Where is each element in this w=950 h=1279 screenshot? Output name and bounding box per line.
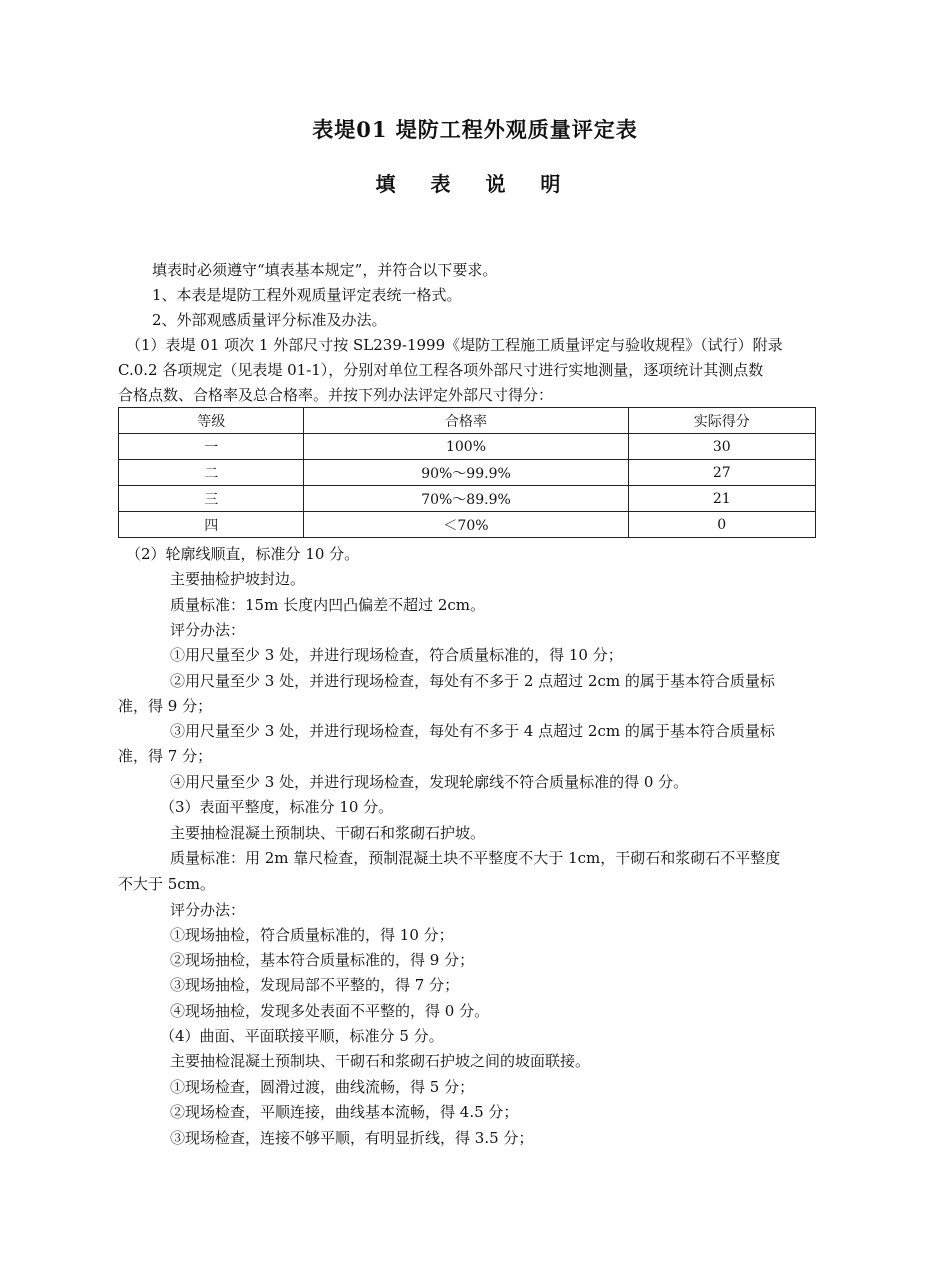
header-grade: 等级 [119, 408, 304, 434]
section-2-method-3-cont: 准，得 7 分； [118, 747, 213, 765]
paragraph-1-line-2: C.0.2 各项规定（见表堤 01-1），分别对单位工程各项外部尺寸进行实地测量，逐项统计其测点数 [118, 361, 764, 379]
section-4-check: 主要抽检混凝土预制块、干砌石和浆砌石护坡之间的坡面联接。 [170, 1052, 591, 1070]
section-3-method-1: ①现场抽检，符合质量标准的，得 10 分； [170, 926, 454, 944]
grade-table [118, 407, 816, 538]
section-4-method-2: ②现场检查，平顺连接，曲线基本流畅，得 4.5 分； [170, 1103, 519, 1121]
section-3-method: 评分办法： [170, 901, 246, 919]
intro-text: 填表时必须遵守“填表基本规定”，并符合以下要求。 [152, 261, 498, 279]
table-row [119, 460, 816, 486]
table-cell: 二 [119, 460, 304, 486]
header-score: 实际得分 [628, 408, 815, 434]
table-cell: 90%～99.9% [304, 460, 628, 486]
table-cell: 四 [119, 512, 304, 538]
section-2-method-1: ①用尺量至少 3 处，并进行现场检查，符合质量标准的，得 10 分； [170, 646, 623, 664]
section-3-method-2: ②现场抽检，基本符合质量标准的，得 9 分； [170, 951, 475, 969]
section-2-heading: （2）轮廓线顺直，标准分 10 分。 [126, 545, 360, 563]
section-3-method-4: ④现场抽检，发现多处表面不平整的，得 0 分。 [170, 1002, 490, 1020]
section-3-heading: （3）表面平整度，标准分 10 分。 [160, 798, 394, 816]
section-2-method: 评分办法： [170, 621, 246, 639]
section-4-heading: （4）曲面、平面联接平顺，标准分 5 分。 [160, 1027, 444, 1045]
section-3-standard: 质量标准：用 2m 靠尺检查，预制混凝土块不平整度不大于 1cm，干砌石和浆砌石不平整度 [170, 849, 781, 867]
section-2-standard: 质量标准：15m 长度内凹凸偏差不超过 2cm。 [170, 596, 486, 614]
section-3-check: 主要抽检混凝土预制块、干砌石和浆砌石护坡。 [170, 824, 486, 842]
paragraph-1-line-1: （1）表堤 01 项次 1 外部尺寸按 SL239-1999《堤防工程施工质量评定与验收规程》（试行）附录 [126, 336, 783, 354]
section-2-method-2-cont: 准，得 9 分； [118, 697, 213, 715]
table-cell: 100% [304, 434, 628, 460]
table-cell: 27 [628, 460, 815, 486]
table-cell: 三 [119, 486, 304, 512]
table-header-row [119, 408, 816, 434]
header-pass-rate: 合格率 [304, 408, 628, 434]
item-1: 1、本表是堤防工程外观质量评定表统一格式。 [152, 286, 462, 304]
table-cell: ＜70% [304, 512, 628, 538]
page-title: 表堤01 堤防工程外观质量评定表 [312, 117, 638, 142]
paragraph-1-line-3: 合格点数、合格率及总合格率。并按下列办法评定外部尺寸得分： [118, 386, 554, 404]
table-cell: 30 [628, 434, 815, 460]
table-row [119, 512, 816, 538]
section-2-check: 主要抽检护坡封边。 [170, 570, 306, 588]
table-row [119, 434, 816, 460]
table-cell: 21 [628, 486, 815, 512]
table-cell: 0 [628, 512, 815, 538]
table-row [119, 486, 816, 512]
section-2-method-3: ③用尺量至少 3 处，并进行现场检查，每处有不多于 4 点超过 2cm 的属于基本符合质量标 [170, 722, 775, 740]
section-4-method-3: ③现场检查，连接不够平顺，有明显折线，得 3.5 分； [170, 1129, 534, 1147]
page-subtitle: 填 表 说 明 [375, 172, 575, 196]
section-3-standard-cont: 不大于 5cm。 [118, 875, 215, 893]
section-4-method-1: ①现场检查，圆滑过渡，曲线流畅，得 5 分； [170, 1078, 475, 1096]
section-3-method-3: ③现场抽检，发现局部不平整的，得 7 分； [170, 976, 460, 994]
table-cell: 一 [119, 434, 304, 460]
table-cell: 70%～89.9% [304, 486, 628, 512]
section-2-method-2: ②用尺量至少 3 处，并进行现场检查，每处有不多于 2 点超过 2cm 的属于基本符合质量标 [170, 672, 775, 690]
item-2: 2、外部观感质量评分标准及办法。 [152, 311, 387, 329]
section-2-method-4: ④用尺量至少 3 处，并进行现场检查，发现轮廓线不符合质量标准的得 0 分。 [170, 773, 689, 791]
